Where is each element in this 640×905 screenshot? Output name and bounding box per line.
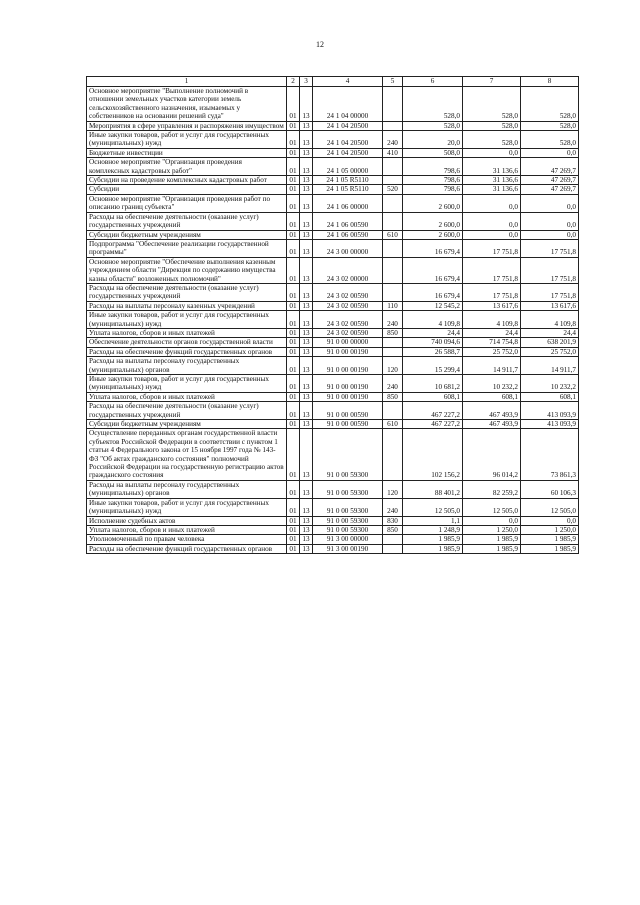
amount-col8-cell: 47 269,7: [521, 158, 579, 176]
row-name-cell: Иные закупки товаров, работ и услуг для государственных (муниципальных) нужд: [87, 311, 287, 329]
subsection-code-cell: 13: [300, 375, 313, 393]
subsection-code-cell: 13: [300, 338, 313, 347]
amount-col6-cell: 4 109,8: [403, 311, 463, 329]
subsection-code-cell: 13: [300, 535, 313, 544]
amount-col7-cell: 12 505,0: [463, 498, 521, 516]
expense-type-cell: 850: [383, 392, 403, 401]
subsection-code-cell: 13: [300, 525, 313, 534]
amount-col7-cell: 10 232,2: [463, 375, 521, 393]
table-row: [87, 357, 579, 375]
table-body: [87, 87, 579, 554]
column-header: 4: [313, 77, 383, 87]
section-code-cell: 01: [287, 257, 300, 283]
row-name-cell: Субсидии: [87, 185, 287, 194]
amount-col7-cell: 13 617,6: [463, 301, 521, 310]
table-row: [87, 148, 579, 157]
table-row: [87, 392, 579, 401]
table-row: [87, 311, 579, 329]
expense-type-cell: [383, 87, 403, 122]
amount-col8-cell: 0,0: [521, 212, 579, 230]
table-row: [87, 131, 579, 149]
subsection-code-cell: 13: [300, 429, 313, 480]
subsection-code-cell: 13: [300, 194, 313, 212]
row-name-cell: Основное мероприятие "Обеспечение выполнения казенным учреждением области "Дирекция по содержанию имущества казны области" возложенных полномочий": [87, 257, 287, 283]
amount-col8-cell: 14 911,7: [521, 357, 579, 375]
expense-type-cell: [383, 544, 403, 553]
table-row: [87, 402, 579, 420]
expense-type-cell: [383, 338, 403, 347]
row-name-cell: Иные закупки товаров, работ и услуг для государственных (муниципальных) нужд: [87, 131, 287, 149]
expense-type-cell: 240: [383, 375, 403, 393]
expense-type-cell: 830: [383, 516, 403, 525]
expense-type-cell: [383, 121, 403, 130]
row-name-cell: Осуществление переданных органам государственной власти субъектов Российской Федерации в соответствии с пунктом 1 статьи 4 Федерального закона от 15 ноября 1997 года № 143-ФЗ "Об актах гражданского состояния" полномочий Российской Федерации на государственную регистрацию актов гражданского состояния: [87, 429, 287, 480]
amount-col6-cell: 467 227,2: [403, 402, 463, 420]
target-article-cell: 91 0 00 00190: [313, 375, 383, 393]
section-code-cell: 01: [287, 311, 300, 329]
expense-type-cell: 520: [383, 185, 403, 194]
amount-col7-cell: 528,0: [463, 87, 521, 122]
expense-type-cell: 120: [383, 357, 403, 375]
amount-col8-cell: 10 232,2: [521, 375, 579, 393]
column-header: 6: [403, 77, 463, 87]
target-article-cell: 24 1 04 20500: [313, 148, 383, 157]
table-row: [87, 420, 579, 429]
row-name-cell: Расходы на обеспечение деятельности (оказание услуг) государственных учреждений: [87, 402, 287, 420]
amount-col8-cell: 25 752,0: [521, 347, 579, 356]
subsection-code-cell: 13: [300, 212, 313, 230]
table-row: [87, 525, 579, 534]
target-article-cell: 24 1 05 R5110: [313, 185, 383, 194]
subsection-code-cell: 13: [300, 121, 313, 130]
amount-col8-cell: 528,0: [521, 131, 579, 149]
amount-col8-cell: 0,0: [521, 148, 579, 157]
amount-col7-cell: 0,0: [463, 212, 521, 230]
section-code-cell: 01: [287, 194, 300, 212]
target-article-cell: 24 3 00 00000: [313, 239, 383, 257]
column-header: 2: [287, 77, 300, 87]
subsection-code-cell: 13: [300, 301, 313, 310]
amount-col8-cell: 1 985,9: [521, 544, 579, 553]
section-code-cell: 01: [287, 402, 300, 420]
table-row: [87, 301, 579, 310]
target-article-cell: 24 3 02 00590: [313, 283, 383, 301]
table-row: [87, 87, 579, 122]
amount-col7-cell: 1 985,9: [463, 535, 521, 544]
row-name-cell: Расходы на выплаты персоналу казенных учреждений: [87, 301, 287, 310]
row-name-cell: Уполномоченный по правам человека: [87, 535, 287, 544]
target-article-cell: 91 3 00 00190: [313, 544, 383, 553]
amount-col6-cell: 10 681,2: [403, 375, 463, 393]
amount-col7-cell: 1 985,9: [463, 544, 521, 553]
section-code-cell: 01: [287, 347, 300, 356]
table-row: [87, 498, 579, 516]
section-code-cell: 01: [287, 239, 300, 257]
row-name-cell: Расходы на выплаты персоналу государственных (муниципальных) органов: [87, 357, 287, 375]
column-header: 5: [383, 77, 403, 87]
row-name-cell: Основное мероприятие "Организация проведения работ по описанию границ субъекта": [87, 194, 287, 212]
amount-col8-cell: 1 250,0: [521, 525, 579, 534]
target-article-cell: 91 0 00 00590: [313, 402, 383, 420]
target-article-cell: 24 3 02 00590: [313, 301, 383, 310]
amount-col8-cell: 47 269,7: [521, 185, 579, 194]
row-name-cell: Мероприятия в сфере управления и распоряжения имуществом: [87, 121, 287, 130]
table-row: [87, 212, 579, 230]
budget-table: [86, 76, 579, 554]
amount-col7-cell: 528,0: [463, 131, 521, 149]
subsection-code-cell: 13: [300, 328, 313, 337]
amount-col7-cell: 14 911,7: [463, 357, 521, 375]
subsection-code-cell: 13: [300, 402, 313, 420]
target-article-cell: 24 3 02 00590: [313, 328, 383, 337]
section-code-cell: 01: [287, 516, 300, 525]
table-row: [87, 535, 579, 544]
expense-type-cell: [383, 283, 403, 301]
table-row: [87, 338, 579, 347]
section-code-cell: 01: [287, 301, 300, 310]
target-article-cell: 24 1 06 00000: [313, 194, 383, 212]
expense-type-cell: 240: [383, 131, 403, 149]
expense-type-cell: 240: [383, 311, 403, 329]
section-code-cell: 01: [287, 357, 300, 375]
amount-col6-cell: 15 299,4: [403, 357, 463, 375]
subsection-code-cell: 13: [300, 498, 313, 516]
amount-col7-cell: 4 109,8: [463, 311, 521, 329]
amount-col6-cell: 528,0: [403, 121, 463, 130]
subsection-code-cell: 13: [300, 392, 313, 401]
section-code-cell: 01: [287, 420, 300, 429]
amount-col8-cell: 12 505,0: [521, 498, 579, 516]
amount-col6-cell: 528,0: [403, 87, 463, 122]
amount-col7-cell: 0,0: [463, 148, 521, 157]
amount-col6-cell: 12 545,2: [403, 301, 463, 310]
amount-col8-cell: 47 269,7: [521, 176, 579, 185]
table-row: [87, 283, 579, 301]
row-name-cell: Субсидии на проведение комплексных кадастровых работ: [87, 176, 287, 185]
subsection-code-cell: 13: [300, 239, 313, 257]
amount-col7-cell: 467 493,9: [463, 402, 521, 420]
subsection-code-cell: 13: [300, 544, 313, 553]
amount-col6-cell: 2 600,0: [403, 212, 463, 230]
table-row: [87, 516, 579, 525]
section-code-cell: 01: [287, 176, 300, 185]
section-code-cell: 01: [287, 480, 300, 498]
amount-col6-cell: 798,6: [403, 176, 463, 185]
amount-col6-cell: 24,4: [403, 328, 463, 337]
amount-col8-cell: 0,0: [521, 194, 579, 212]
section-code-cell: 01: [287, 338, 300, 347]
row-name-cell: Расходы на обеспечение функций государственных органов: [87, 347, 287, 356]
expense-type-cell: [383, 158, 403, 176]
amount-col7-cell: 608,1: [463, 392, 521, 401]
subsection-code-cell: 13: [300, 131, 313, 149]
expense-type-cell: 110: [383, 301, 403, 310]
section-code-cell: 01: [287, 525, 300, 534]
target-article-cell: 24 3 02 00590: [313, 311, 383, 329]
amount-col7-cell: 528,0: [463, 121, 521, 130]
row-name-cell: Обеспечение деятельности органов государственной власти: [87, 338, 287, 347]
table-row: [87, 429, 579, 480]
table-row: [87, 239, 579, 257]
amount-col7-cell: 17 751,8: [463, 257, 521, 283]
row-name-cell: Уплата налогов, сборов и иных платежей: [87, 328, 287, 337]
section-code-cell: 01: [287, 544, 300, 553]
table-row: [87, 257, 579, 283]
subsection-code-cell: 13: [300, 257, 313, 283]
amount-col6-cell: 508,0: [403, 148, 463, 157]
row-name-cell: Бюджетные инвестиции: [87, 148, 287, 157]
subsection-code-cell: 13: [300, 311, 313, 329]
amount-col8-cell: 0,0: [521, 230, 579, 239]
amount-col8-cell: 0,0: [521, 516, 579, 525]
amount-col6-cell: 88 401,2: [403, 480, 463, 498]
amount-col8-cell: 4 109,8: [521, 311, 579, 329]
expense-type-cell: 410: [383, 148, 403, 157]
amount-col6-cell: 16 679,4: [403, 257, 463, 283]
amount-col6-cell: 798,6: [403, 158, 463, 176]
row-name-cell: Иные закупки товаров, работ и услуг для государственных (муниципальных) нужд: [87, 498, 287, 516]
expense-type-cell: [383, 402, 403, 420]
target-article-cell: 91 0 00 59300: [313, 498, 383, 516]
row-name-cell: Основное мероприятие "Выполнение полномочий в отношении земельных участков категории земель сельскохозяйственного назначения, изымаемых у собственников на основании решений суда": [87, 87, 287, 122]
amount-col7-cell: 96 014,2: [463, 429, 521, 480]
section-code-cell: 01: [287, 283, 300, 301]
amount-col6-cell: 2 600,0: [403, 194, 463, 212]
table-row: [87, 230, 579, 239]
target-article-cell: 91 3 00 00000: [313, 535, 383, 544]
expense-type-cell: 850: [383, 525, 403, 534]
expense-type-cell: [383, 194, 403, 212]
amount-col6-cell: 26 588,7: [403, 347, 463, 356]
amount-col8-cell: 638 201,9: [521, 338, 579, 347]
target-article-cell: 91 0 00 59300: [313, 480, 383, 498]
section-code-cell: 01: [287, 185, 300, 194]
target-article-cell: 91 0 00 59300: [313, 525, 383, 534]
amount-col7-cell: 1 250,0: [463, 525, 521, 534]
amount-col7-cell: 31 136,6: [463, 158, 521, 176]
table-row: [87, 185, 579, 194]
section-code-cell: 01: [287, 148, 300, 157]
amount-col8-cell: 60 106,3: [521, 480, 579, 498]
amount-col8-cell: 413 093,9: [521, 420, 579, 429]
row-name-cell: Расходы на обеспечение деятельности (оказание услуг) государственных учреждений: [87, 212, 287, 230]
amount-col6-cell: 12 505,0: [403, 498, 463, 516]
amount-col8-cell: 608,1: [521, 392, 579, 401]
amount-col8-cell: 73 861,3: [521, 429, 579, 480]
amount-col8-cell: 1 985,9: [521, 535, 579, 544]
table-row: [87, 121, 579, 130]
page-number: 12: [316, 40, 324, 49]
expense-type-cell: [383, 239, 403, 257]
target-article-cell: 91 0 00 00190: [313, 392, 383, 401]
amount-col7-cell: 31 136,6: [463, 185, 521, 194]
table-row: [87, 194, 579, 212]
amount-col7-cell: 31 136,6: [463, 176, 521, 185]
row-name-cell: Расходы на обеспечение функций государственных органов: [87, 544, 287, 553]
subsection-code-cell: 13: [300, 230, 313, 239]
column-header: 8: [521, 77, 579, 87]
table-row: [87, 480, 579, 498]
section-code-cell: 01: [287, 87, 300, 122]
section-code-cell: 01: [287, 212, 300, 230]
column-header: 3: [300, 77, 313, 87]
target-article-cell: 24 1 04 00000: [313, 87, 383, 122]
section-code-cell: 01: [287, 230, 300, 239]
section-code-cell: 01: [287, 121, 300, 130]
subsection-code-cell: 13: [300, 87, 313, 122]
target-article-cell: 24 3 02 00000: [313, 257, 383, 283]
amount-col6-cell: 1 248,9: [403, 525, 463, 534]
subsection-code-cell: 13: [300, 185, 313, 194]
amount-col8-cell: 17 751,8: [521, 283, 579, 301]
amount-col6-cell: 798,6: [403, 185, 463, 194]
expense-type-cell: 610: [383, 420, 403, 429]
amount-col7-cell: 0,0: [463, 194, 521, 212]
target-article-cell: 91 0 00 00190: [313, 347, 383, 356]
amount-col8-cell: 528,0: [521, 87, 579, 122]
section-code-cell: 01: [287, 498, 300, 516]
target-article-cell: 91 0 00 00190: [313, 357, 383, 375]
row-name-cell: Расходы на выплаты персоналу государственных (муниципальных) органов: [87, 480, 287, 498]
subsection-code-cell: 13: [300, 347, 313, 356]
subsection-code-cell: 13: [300, 480, 313, 498]
subsection-code-cell: 13: [300, 176, 313, 185]
table-row: [87, 328, 579, 337]
amount-col7-cell: 82 259,2: [463, 480, 521, 498]
target-article-cell: 91 0 00 00590: [313, 420, 383, 429]
table-row: [87, 176, 579, 185]
target-article-cell: 24 1 05 R5110: [313, 176, 383, 185]
target-article-cell: 24 1 04 20500: [313, 131, 383, 149]
amount-col6-cell: 1 985,9: [403, 544, 463, 553]
amount-col7-cell: 467 493,9: [463, 420, 521, 429]
expense-type-cell: [383, 535, 403, 544]
target-article-cell: 91 0 00 59300: [313, 516, 383, 525]
column-header: 7: [463, 77, 521, 87]
amount-col6-cell: 608,1: [403, 392, 463, 401]
amount-col8-cell: 528,0: [521, 121, 579, 130]
row-name-cell: Субсидии бюджетным учреждениям: [87, 230, 287, 239]
amount-col7-cell: 0,0: [463, 230, 521, 239]
amount-col7-cell: 17 751,8: [463, 283, 521, 301]
subsection-code-cell: 13: [300, 158, 313, 176]
expense-type-cell: 850: [383, 328, 403, 337]
row-name-cell: Иные закупки товаров, работ и услуг для государственных (муниципальных) нужд: [87, 375, 287, 393]
amount-col7-cell: 714 754,8: [463, 338, 521, 347]
row-name-cell: Уплата налогов, сборов и иных платежей: [87, 392, 287, 401]
subsection-code-cell: 13: [300, 283, 313, 301]
expense-type-cell: 240: [383, 498, 403, 516]
section-code-cell: 01: [287, 375, 300, 393]
amount-col8-cell: 13 617,6: [521, 301, 579, 310]
amount-col8-cell: 413 093,9: [521, 402, 579, 420]
amount-col6-cell: 16 679,4: [403, 239, 463, 257]
amount-col8-cell: 17 751,8: [521, 239, 579, 257]
amount-col6-cell: 1 985,9: [403, 535, 463, 544]
target-article-cell: 24 1 04 20500: [313, 121, 383, 130]
section-code-cell: 01: [287, 328, 300, 337]
amount-col6-cell: 1,1: [403, 516, 463, 525]
subsection-code-cell: 13: [300, 148, 313, 157]
amount-col6-cell: 740 094,6: [403, 338, 463, 347]
row-name-cell: Расходы на обеспечение деятельности (оказание услуг) государственных учреждений: [87, 283, 287, 301]
table-row: [87, 544, 579, 553]
table-row: [87, 158, 579, 176]
expense-type-cell: [383, 347, 403, 356]
amount-col6-cell: 16 679,4: [403, 283, 463, 301]
row-name-cell: Субсидии бюджетным учреждениям: [87, 420, 287, 429]
amount-col6-cell: 102 156,2: [403, 429, 463, 480]
target-article-cell: 24 1 05 00000: [313, 158, 383, 176]
section-code-cell: 01: [287, 392, 300, 401]
expense-type-cell: [383, 212, 403, 230]
amount-col7-cell: 25 752,0: [463, 347, 521, 356]
section-code-cell: 01: [287, 131, 300, 149]
expense-type-cell: 120: [383, 480, 403, 498]
expense-type-cell: 610: [383, 230, 403, 239]
amount-col6-cell: 20,0: [403, 131, 463, 149]
amount-col7-cell: 0,0: [463, 516, 521, 525]
section-code-cell: 01: [287, 158, 300, 176]
expense-type-cell: [383, 429, 403, 480]
target-article-cell: 24 1 06 00590: [313, 230, 383, 239]
amount-col7-cell: 24,4: [463, 328, 521, 337]
subsection-code-cell: 13: [300, 516, 313, 525]
amount-col6-cell: 2 600,0: [403, 230, 463, 239]
amount-col8-cell: 24,4: [521, 328, 579, 337]
section-code-cell: 01: [287, 535, 300, 544]
row-name-cell: Уплата налогов, сборов и иных платежей: [87, 525, 287, 534]
target-article-cell: 91 0 00 00000: [313, 338, 383, 347]
row-name-cell: Исполнение судебных актов: [87, 516, 287, 525]
target-article-cell: 91 0 00 59300: [313, 429, 383, 480]
amount-col6-cell: 467 227,2: [403, 420, 463, 429]
table-row: [87, 347, 579, 356]
column-header: 1: [87, 77, 287, 87]
expense-type-cell: [383, 176, 403, 185]
row-name-cell: Подпрограмма "Обеспечение реализации государственной программы": [87, 239, 287, 257]
target-article-cell: 24 1 06 00590: [313, 212, 383, 230]
table-header-row: [87, 77, 579, 87]
section-code-cell: 01: [287, 429, 300, 480]
amount-col8-cell: 17 751,8: [521, 257, 579, 283]
table-row: [87, 375, 579, 393]
subsection-code-cell: 13: [300, 357, 313, 375]
subsection-code-cell: 13: [300, 420, 313, 429]
amount-col7-cell: 17 751,8: [463, 239, 521, 257]
expense-type-cell: [383, 257, 403, 283]
row-name-cell: Основное мероприятие "Организация проведения комплексных кадастровых работ": [87, 158, 287, 176]
